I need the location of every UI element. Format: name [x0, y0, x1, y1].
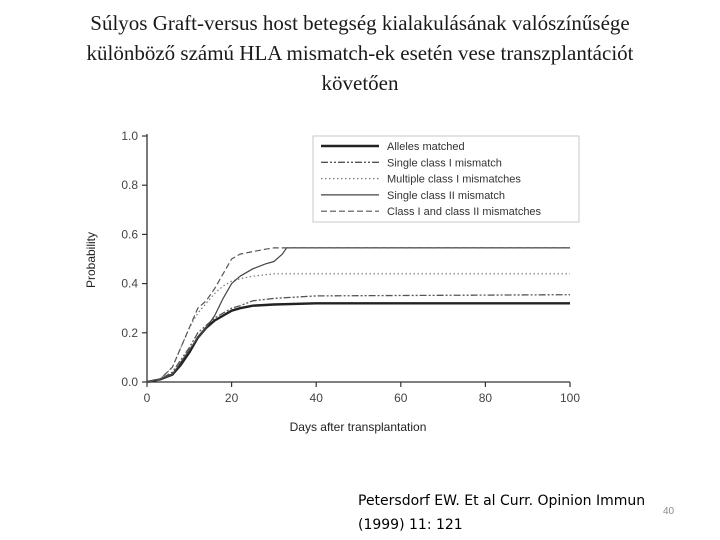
legend-label-3: Multiple class I mismatches	[387, 173, 521, 186]
slide-title	[20, 8, 700, 98]
citation-line-2: (1999) 11: 121	[358, 517, 463, 533]
series-line-5	[147, 248, 570, 382]
series-line-4	[147, 248, 570, 382]
legend-label-2: Single class I mismatch	[387, 157, 502, 170]
y-tick-label: 0.0	[121, 375, 138, 389]
x-tick-label: 80	[478, 391, 493, 405]
x-tick-label: 0	[143, 391, 151, 405]
probability-chart	[70, 110, 600, 445]
x-axis-label: Days after transplantation	[289, 420, 427, 434]
chart-legend	[313, 136, 579, 222]
citation	[358, 489, 688, 537]
legend-label-1: Alleles matched	[387, 141, 465, 153]
x-tick-label: 20	[224, 391, 239, 405]
page-number: 40	[663, 506, 675, 517]
series-line-1	[147, 303, 570, 382]
x-tick-label: 100	[559, 391, 581, 405]
slide-title-line-3: követően	[321, 71, 399, 95]
series-line-3	[147, 274, 570, 382]
y-tick-label: 1.0	[121, 129, 138, 143]
legend-label-5: Class I and class II mismatches	[387, 206, 542, 219]
x-tick-label: 40	[309, 391, 323, 405]
chart-series	[147, 248, 570, 382]
series-line-2	[147, 295, 570, 382]
y-tick-label: 0.6	[121, 227, 138, 242]
citation-line-1: Petersdorf EW. Et al Curr. Opinion Immun	[358, 493, 646, 509]
x-tick-label: 60	[394, 391, 408, 405]
y-tick-label: 0.2	[121, 325, 138, 340]
y-tick-label: 0.8	[121, 178, 138, 193]
y-tick-label: 0.4	[121, 276, 138, 291]
legend-label-4: Single class II mismatch	[387, 189, 505, 202]
slide-title-line-2: különböző számú HLA mismatch-ek esetén vese transzplantációt	[86, 41, 634, 65]
slide-title-line-1: Súlyos Graft-versus host betegség kialakulásának valószínűsége	[90, 11, 630, 35]
y-axis-label: Probability	[84, 231, 98, 289]
